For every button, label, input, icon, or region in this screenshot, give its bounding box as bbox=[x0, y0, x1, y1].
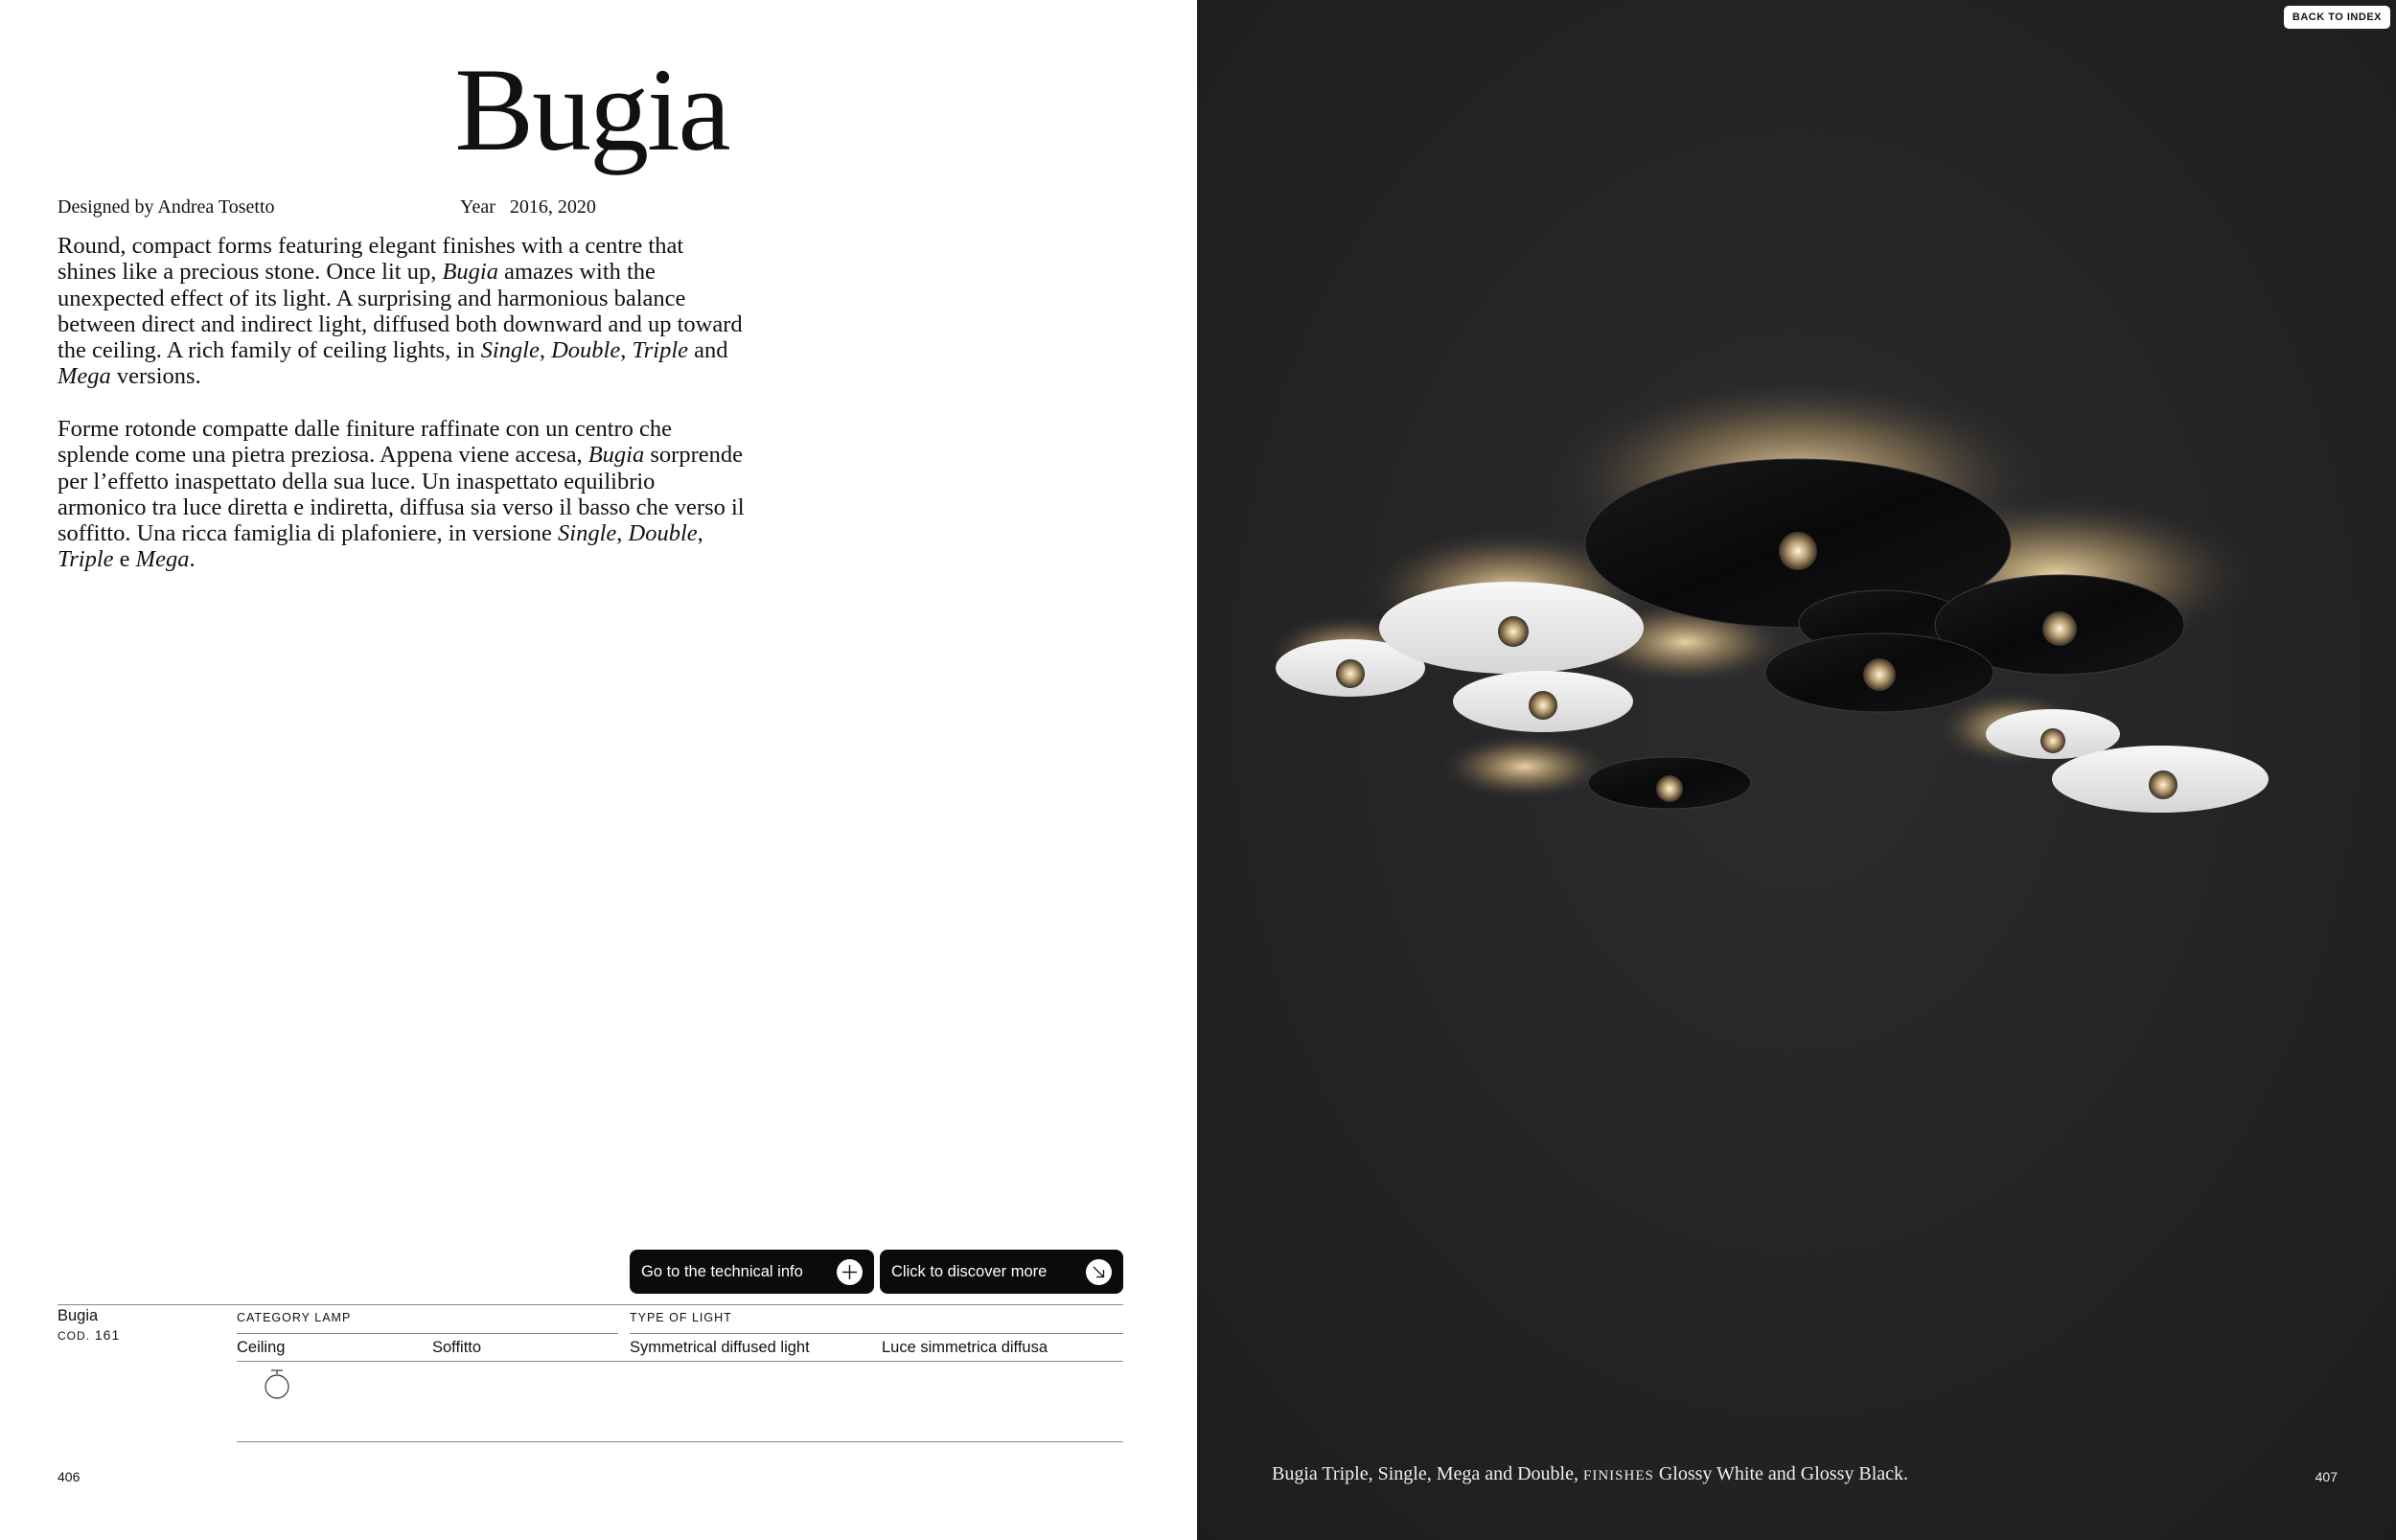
caption-finishes: FINISHES bbox=[1582, 1468, 1654, 1483]
designer-credit: Designed by Andrea Tosetto bbox=[58, 196, 275, 218]
category-italian: Soffitto bbox=[432, 1339, 482, 1356]
left-page bbox=[0, 0, 1197, 1540]
type-italian: Luce simmetrica diffusa bbox=[882, 1339, 1048, 1356]
italic-run: Double bbox=[628, 520, 698, 547]
arrow-down-right-icon bbox=[1086, 1259, 1112, 1285]
text-run: . bbox=[189, 546, 196, 573]
text-run: Forme rotonde compatte dalle finiture raffinate con un centro che splende come una pietra preziosa. Appena viene accesa, bbox=[58, 416, 673, 469]
table-bottom-rule bbox=[237, 1441, 1123, 1442]
ceiling-lamp-icon bbox=[263, 1368, 291, 1406]
caption-text: Bugia Triple, Single, Mega and Double, bbox=[1272, 1463, 1583, 1484]
italic-run: Mega bbox=[135, 546, 190, 573]
discover-more-label: Click to discover more bbox=[891, 1262, 1048, 1280]
type-rule bbox=[630, 1333, 1123, 1334]
italic-run: Mega bbox=[58, 363, 111, 390]
category-rule bbox=[237, 1333, 618, 1334]
text-run: amazes with the unexpected effect of its light. A surprising and harmonious balance between direct and indirect light, diffused both downward and up toward the ceiling. A rich family of ceiling lights, in bbox=[58, 259, 743, 364]
table-top-rule bbox=[58, 1304, 1123, 1305]
table-middle-rule bbox=[237, 1361, 1123, 1362]
year-info bbox=[460, 196, 596, 218]
italic-run: Double bbox=[551, 337, 621, 364]
back-to-index-button[interactable]: BACK TO INDEX bbox=[2284, 6, 2390, 29]
discover-more-button[interactable] bbox=[880, 1250, 1123, 1294]
italic-run: Triple bbox=[632, 337, 689, 364]
text-run: sorprende per l’effetto inaspettato della sua luce. Un inaspettato equilibrio armonico tra luce diretta e indiretta, diffusa sia verso il basso che verso il soffitto. Una ricca famiglia di plafoniere, in versione bbox=[58, 442, 745, 547]
italic-run: Bugia bbox=[587, 442, 645, 469]
type-english: Symmetrical diffused light bbox=[630, 1339, 810, 1356]
text-run: , bbox=[697, 520, 703, 547]
text-run: e bbox=[113, 546, 136, 573]
page-number-right: 407 bbox=[2315, 1469, 2338, 1484]
text-run: , bbox=[616, 520, 629, 547]
text-run: , bbox=[539, 337, 552, 364]
italic-run: Triple bbox=[58, 546, 114, 573]
italic-run: Bugia bbox=[442, 259, 498, 286]
product-photo bbox=[1197, 0, 2396, 1540]
plus-icon bbox=[837, 1259, 863, 1285]
code-label: COD. bbox=[58, 1329, 90, 1343]
technical-info-button[interactable] bbox=[630, 1250, 874, 1294]
category-english: Ceiling bbox=[237, 1339, 286, 1356]
caption-text: Glossy White and Glossy Black. bbox=[1653, 1463, 1909, 1484]
type-header: TYPE OF LIGHT bbox=[630, 1311, 732, 1324]
technical-info-label: Go to the technical info bbox=[641, 1262, 803, 1280]
description-italian bbox=[58, 416, 748, 573]
year-label: Year bbox=[460, 196, 495, 218]
text-run: , bbox=[620, 337, 633, 364]
page-number-left: 406 bbox=[58, 1469, 81, 1484]
description-english bbox=[58, 233, 748, 390]
text-run: and bbox=[688, 337, 728, 364]
photo-caption bbox=[1272, 1463, 1908, 1485]
page-title: Bugia bbox=[454, 44, 729, 175]
product-name: Bugia bbox=[58, 1307, 99, 1324]
category-header: CATEGORY LAMP bbox=[237, 1311, 352, 1324]
italic-run: Single bbox=[558, 520, 617, 547]
year-value: 2016, 2020 bbox=[509, 196, 596, 218]
code-value: 161 bbox=[94, 1327, 121, 1343]
text-run: Round, compact forms featuring elegant finishes with a centre that shines like a precious stone. Once lit up, bbox=[58, 233, 684, 286]
italic-run: Single bbox=[480, 337, 540, 364]
lamps-illustration bbox=[1197, 0, 2396, 1540]
product-code bbox=[58, 1327, 120, 1343]
text-run: versions. bbox=[110, 363, 201, 390]
